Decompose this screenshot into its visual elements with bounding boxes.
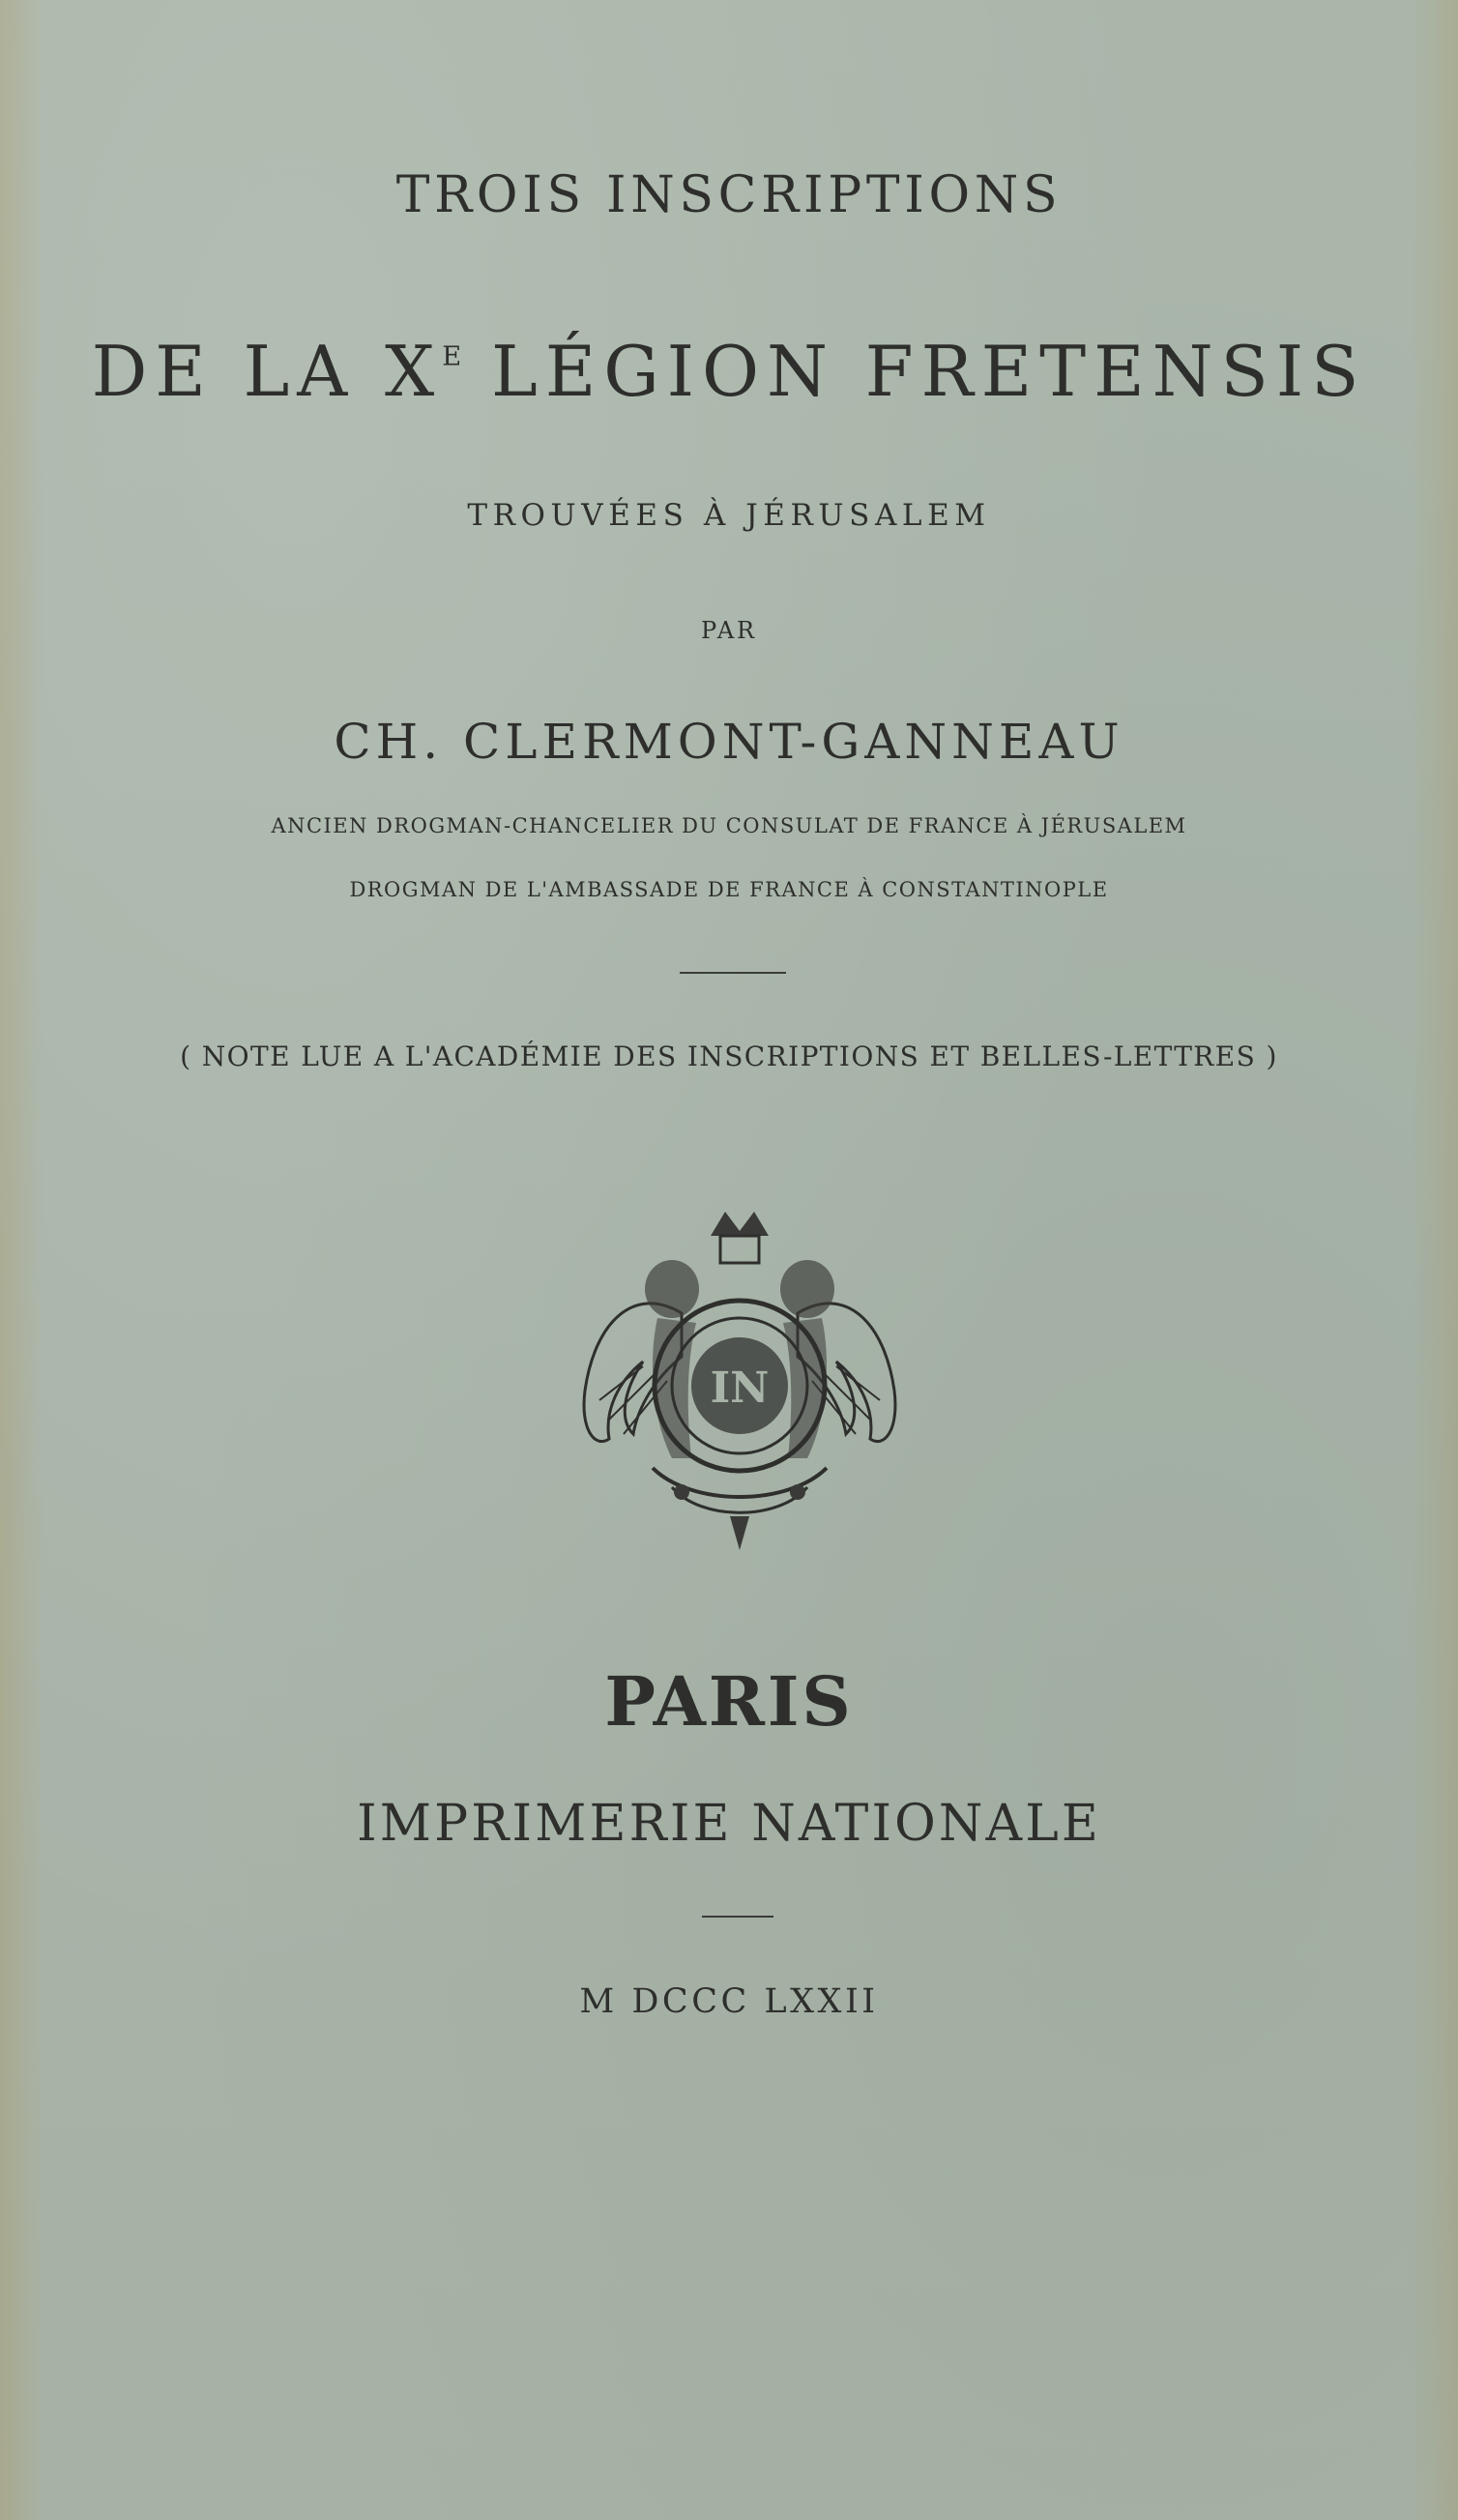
publication-year: M DCCC LXXII bbox=[579, 1982, 879, 2021]
by-line: PAR bbox=[701, 617, 757, 644]
author-credential-2: DROGMAN DE L'AMBASSADE DE FRANCE À CONSTANTINOPLE bbox=[349, 878, 1109, 901]
publisher-name: IMPRIMERIE NATIONALE bbox=[357, 1795, 1101, 1853]
seal-monogram: IN bbox=[710, 1363, 770, 1413]
title-line-2-superscript: E bbox=[442, 341, 462, 372]
title-line-2-suffix: LÉGION FRETENSIS bbox=[461, 331, 1367, 412]
divider-rule-bottom bbox=[702, 1916, 773, 1918]
author-credential-1: ANCIEN DROGMAN-CHANCELIER DU CONSULAT DE FRANCE À JÉRUSALEM bbox=[271, 814, 1187, 837]
title-line-1: TROIS INSCRIPTIONS bbox=[395, 166, 1063, 224]
academy-note: ( NOTE LUE A L'ACADÉMIE DES INSCRIPTIONS ET BELLES-LETTRES ) bbox=[180, 1040, 1278, 1072]
title-line-2-prefix: DE LA X bbox=[91, 331, 443, 412]
subtitle: TROUVÉES À JÉRUSALEM bbox=[467, 498, 991, 533]
title-line-2 bbox=[0, 331, 1458, 412]
divider-rule-top bbox=[680, 972, 786, 974]
author-name: CH. CLERMONT-GANNEAU bbox=[334, 714, 1124, 770]
publication-city: PARIS bbox=[604, 1661, 854, 1742]
imprimerie-nationale-seal-icon bbox=[566, 1197, 914, 1565]
